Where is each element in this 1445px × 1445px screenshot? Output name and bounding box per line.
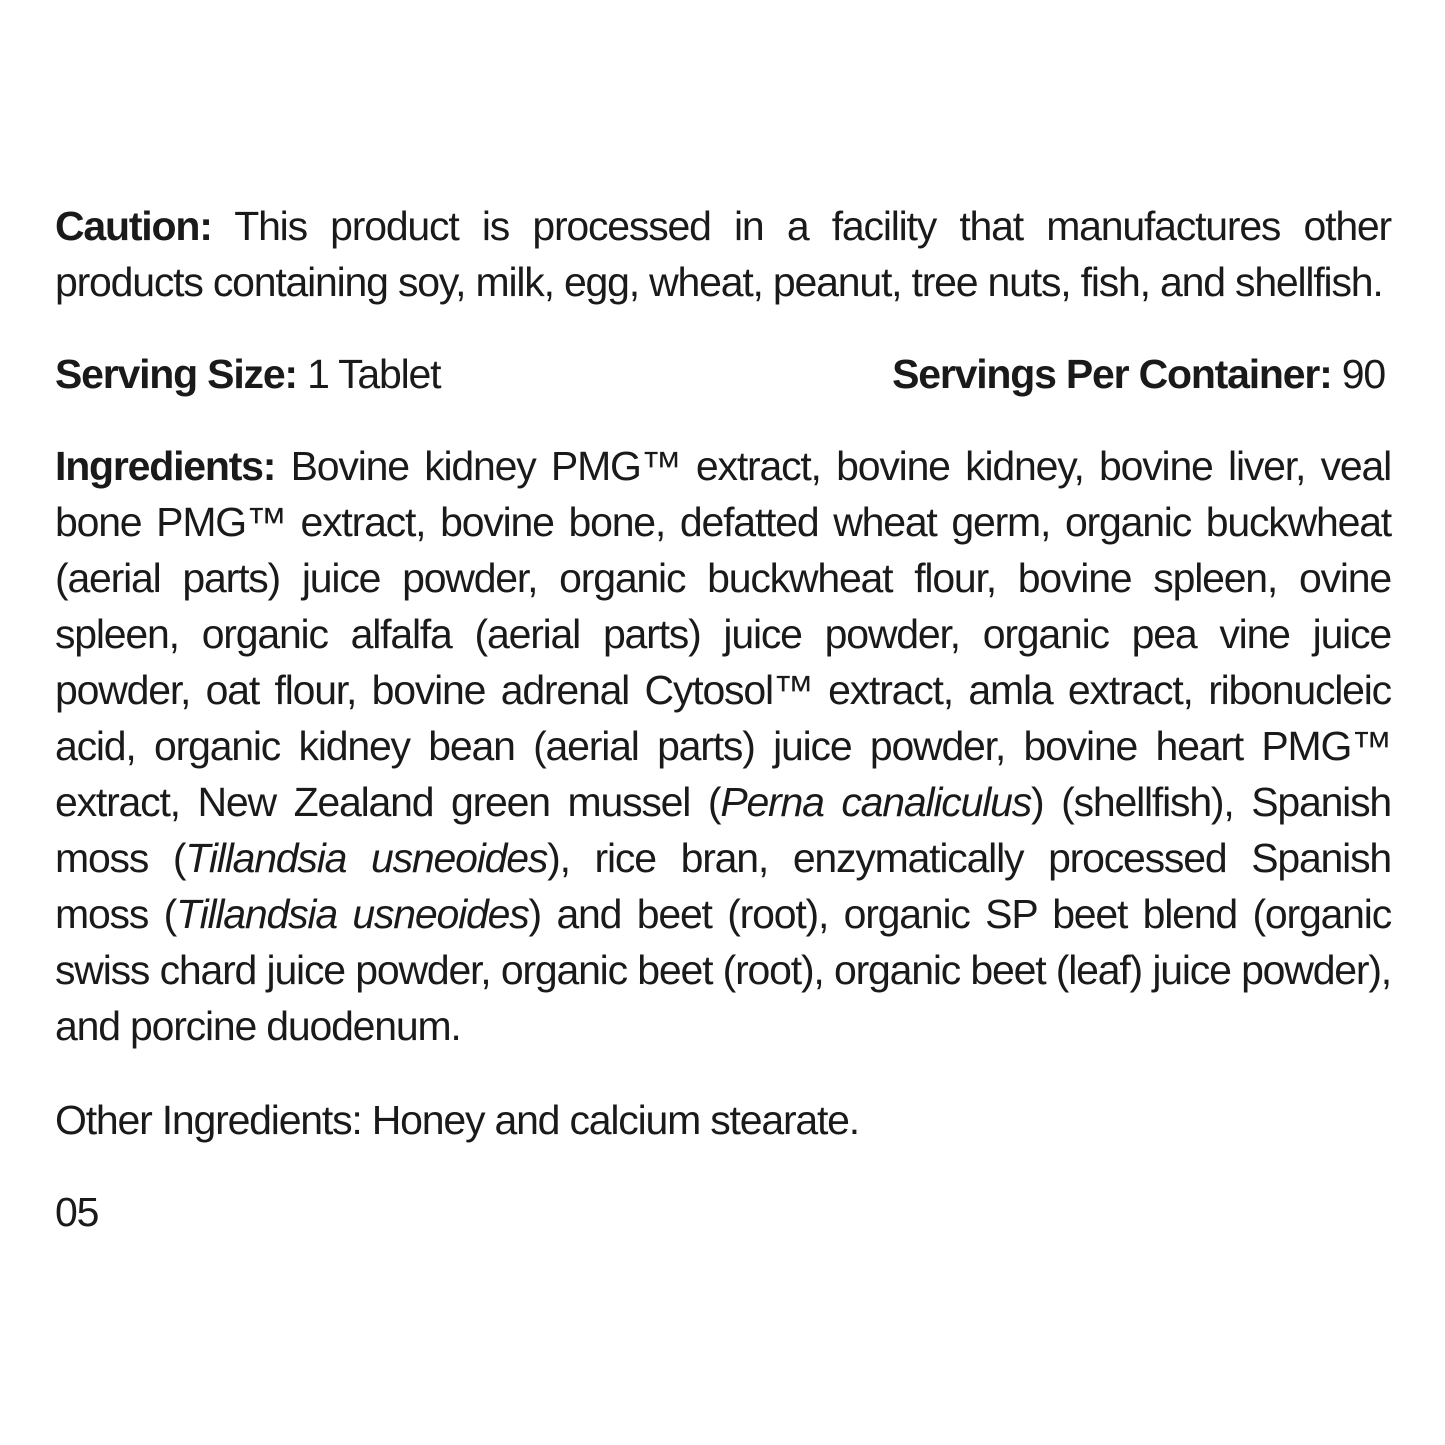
species-name-tillandsia-2: Tillandsia usneoides	[176, 891, 529, 937]
serving-size	[55, 346, 440, 402]
ingredients-text-part-2: ) (shellfish), Spanish moss (	[55, 779, 1391, 881]
caution-statement	[55, 198, 1391, 310]
other-ingredients: Other Ingredients: Honey and calcium stearate.	[55, 1097, 859, 1143]
ingredients-label: Ingredients:	[55, 443, 276, 489]
caution-label: Caution:	[55, 203, 212, 249]
servings-per-container-label: Servings Per Container:	[892, 351, 1332, 397]
ingredients-text-part-1: Bovine kidney PMG™ extract, bovine kidney, bovine liver, veal bone PMG™ extract, bovine bone, defatted wheat germ, organic buckwheat (aerial parts) juice powder, organic buckwheat flour, bovine spleen, ovine spleen, organic alfalfa (aerial parts) juice powder, organic pea vine juice powder, oat flour, bovine adrenal Cytosol™ extract, amla extract, ribonucleic acid, organic kidney bean (aerial parts) juice powder, bovine heart PMG™ extract, New Zealand green mussel (	[55, 443, 1391, 825]
servings-per-container	[892, 346, 1391, 402]
species-name-perna: Perna canaliculus	[720, 779, 1032, 825]
supplement-label-panel	[55, 198, 1391, 1240]
serving-size-label: Serving Size:	[55, 351, 297, 397]
serving-info	[55, 346, 1391, 402]
species-name-tillandsia-1: Tillandsia usneoides	[185, 835, 548, 881]
ingredients-text-part-4: ) and beet (root), organic SP beet blend (organic swiss chard juice powder, organic beet (root), organic beet (leaf) juice powder), and porcine duodenum.	[55, 891, 1391, 1049]
ingredients-text-part-3: ), rice bran, enzymatically processed Spanish moss (	[55, 835, 1391, 937]
lot-code: 05	[55, 1189, 99, 1235]
servings-per-container-value: 90	[1341, 351, 1385, 397]
caution-text: This product is processed in a facility that manufactures other products containing soy, milk, egg, wheat, peanut, tree nuts, fish, and shellfish.	[55, 203, 1391, 305]
ingredients-list	[55, 438, 1391, 1054]
serving-size-value: 1 Tablet	[307, 351, 441, 397]
